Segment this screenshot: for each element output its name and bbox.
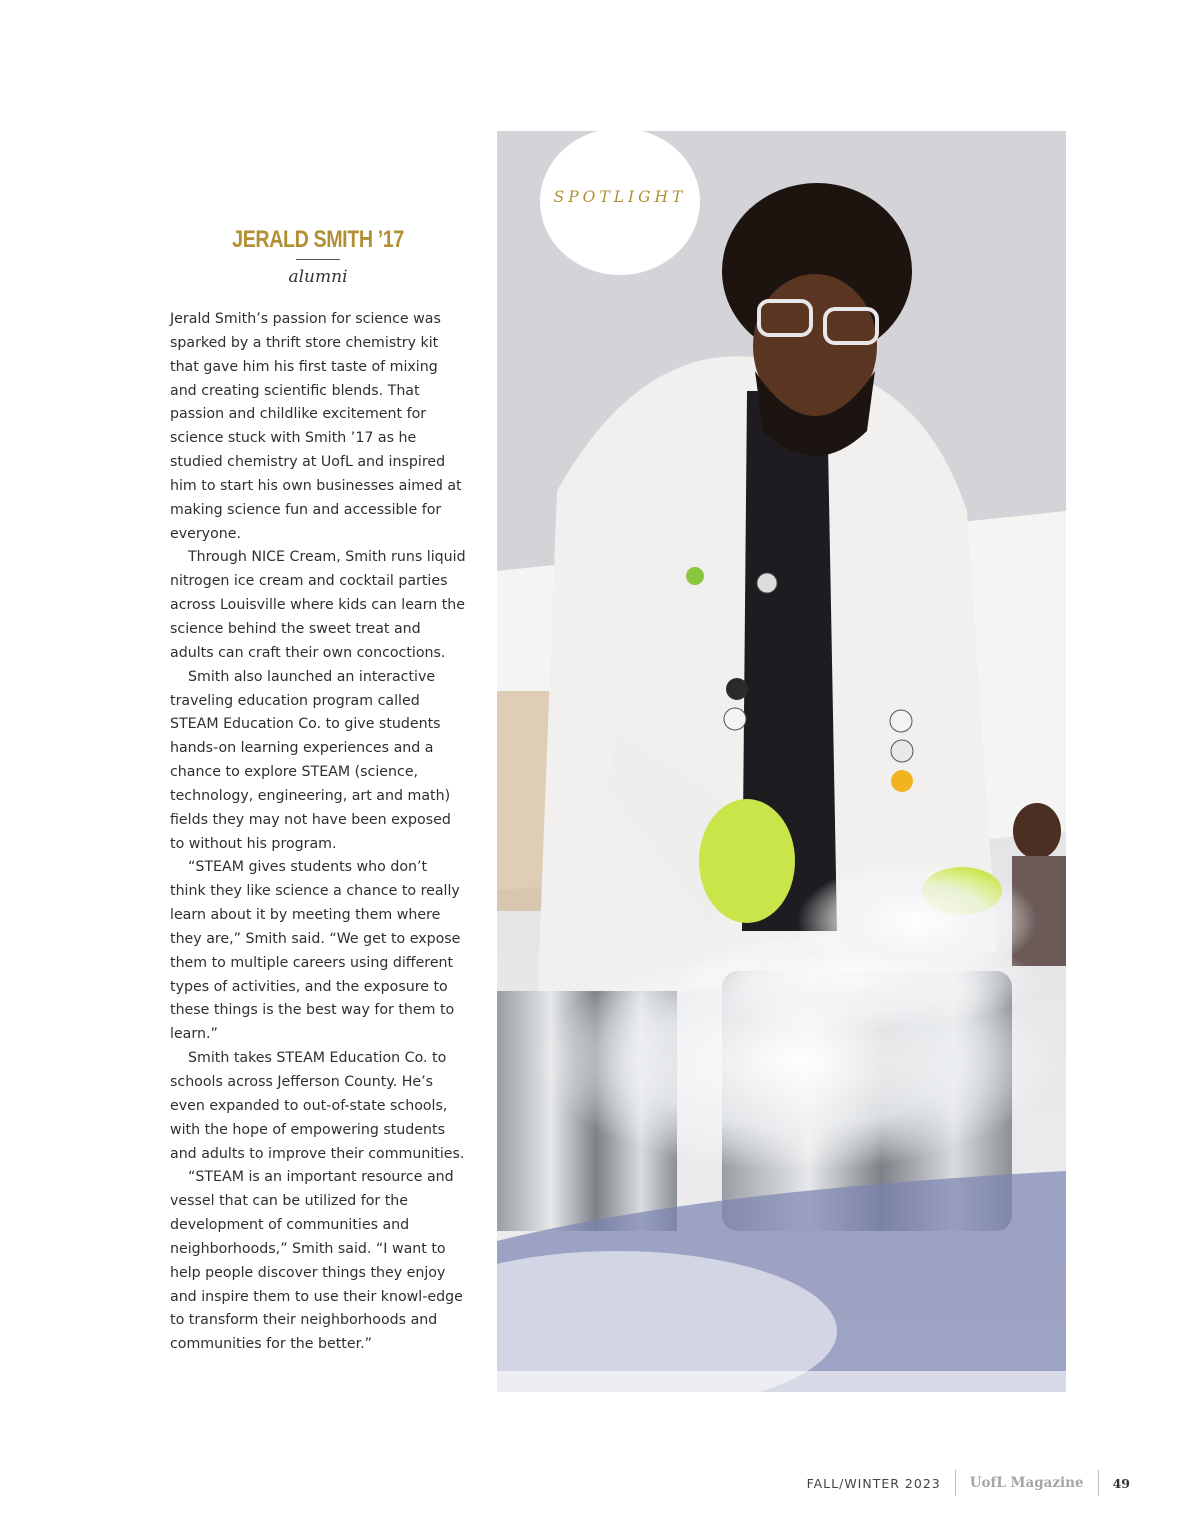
footer-divider bbox=[955, 1470, 956, 1496]
photo-illustration bbox=[497, 131, 1066, 1392]
spotlight-badge bbox=[540, 128, 700, 275]
page-footer bbox=[807, 1470, 1130, 1496]
article-body bbox=[170, 308, 466, 1357]
title-divider bbox=[296, 259, 340, 260]
profile-name: JERALD SMITH ’17 bbox=[232, 226, 404, 253]
paragraph: Smith takes STEAM Education Co. to schools across Jefferson County. He’s even expanded to out-of-state schools, with the hope of empowering students and adults to improve their communities. bbox=[170, 1050, 465, 1162]
paragraph: “STEAM gives students who don’t think they like science a chance to really learn about it by meeting them where they are,” Smith said. “We get to expose them to multiple careers using different types of activities, and the exposure to these things is the best way for them to learn.” bbox=[170, 859, 461, 1043]
paragraph: Smith also launched an interactive traveling education program called STEAM Education Co. to give students hands-on learning experiences and a chance to explore STEAM (science, technology, engineering, art and math) fields they may not have been exposed to without his program. bbox=[170, 668, 451, 852]
page-number: 49 bbox=[1112, 1475, 1130, 1491]
article-column bbox=[170, 224, 466, 1357]
magazine-name: UofL Magazine bbox=[969, 1475, 1084, 1491]
footer-divider bbox=[1098, 1470, 1099, 1496]
paragraph: Through NICE Cream, Smith runs liquid nitrogen ice cream and cocktail parties across Louisville where kids can learn the science behind the sweet treat and adults can craft their own concoctions. bbox=[170, 549, 466, 661]
profile-role: alumni bbox=[288, 267, 348, 287]
paragraph: “STEAM is an important resource and vessel that can be utilized for the development of communities and neighborhoods,” Smith said. “I want to help people discover things they enjoy and inspire them to use their knowl-edge to transform their neighborhoods and communities for the better.” bbox=[170, 1169, 463, 1353]
issue-label: FALL/WINTER 2023 bbox=[806, 1475, 941, 1491]
spotlight-label: SPOTLIGHT bbox=[553, 187, 687, 206]
spotlight-photo bbox=[497, 131, 1066, 1392]
paragraph: Jerald Smith’s passion for science was sparked by a thrift store chemistry kit that gave him his first taste of mixing and creating scientific blends. That passion and childlike excitement for science stuck with Smith ’17 as he studied chemistry at UofL and inspired him to start his own businesses aimed at making science fun and accessible for everyone. bbox=[170, 311, 462, 542]
